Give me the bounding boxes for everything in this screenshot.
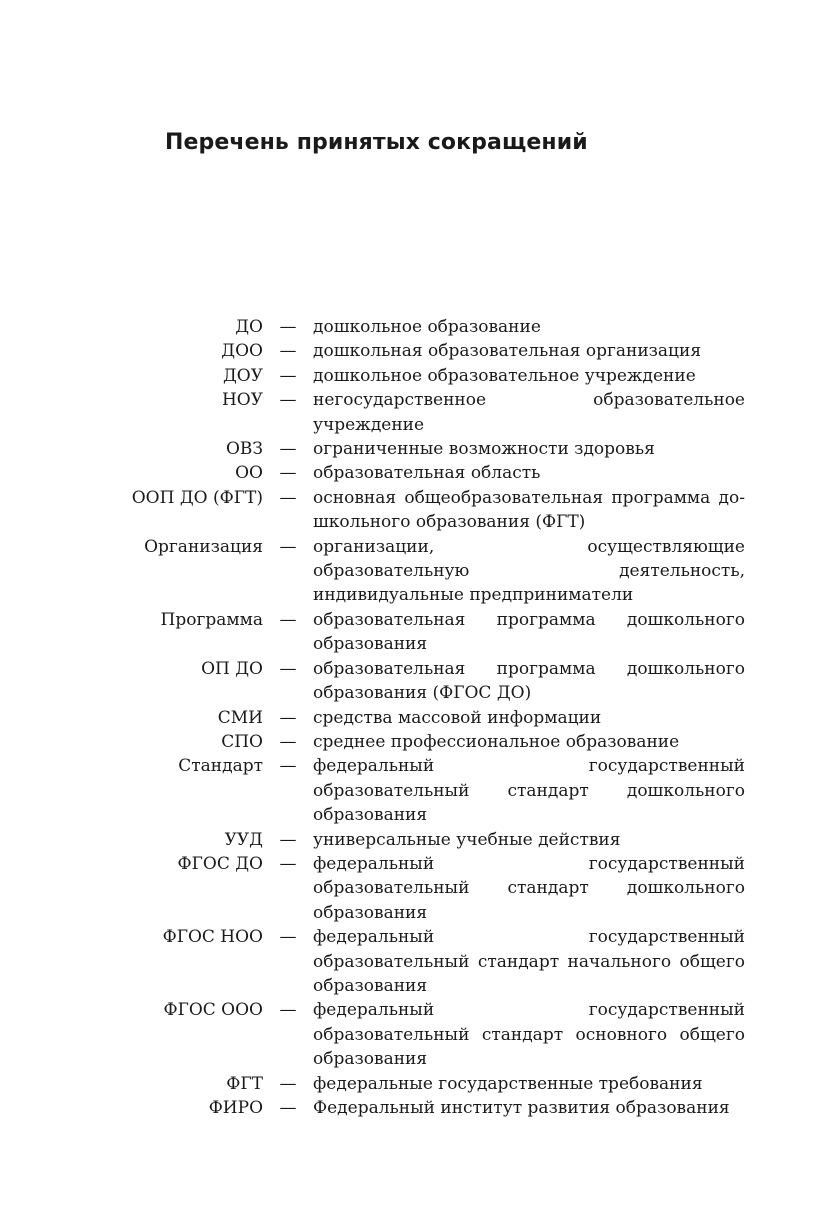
abbreviation-definition: универсальные учебные действия [313,829,621,850]
abbreviation-row [100,608,750,657]
abbreviation-definition: дошкольная образовательная организация [313,341,702,362]
abbreviation-term: ДО [235,317,263,337]
abbreviation-term: ДОУ [222,365,263,386]
abbreviation-definition: дошкольное образование [313,317,541,337]
abbreviation-dash: — [279,829,297,850]
abbreviation-dash: — [279,609,297,630]
abbreviation-definition: федеральный государственный образовательный стандарт дошкольного образования [313,756,745,826]
abbreviation-row [100,1096,750,1120]
abbreviation-term: ФИРО [208,1098,263,1118]
abbreviation-row [100,486,750,535]
abbreviation-row [100,828,750,852]
abbreviation-term: Стандарт [178,756,263,777]
abbreviation-dash: — [279,707,297,728]
abbreviation-dash: — [279,317,297,337]
abbreviation-definition: ограниченные возможности здоровья [313,439,655,460]
abbreviation-dash: — [279,853,297,874]
abbreviation-row [100,461,750,485]
abbreviation-dash: — [279,1098,297,1118]
abbreviation-term: ООП ДО (ФГТ) [131,487,263,508]
abbreviation-dash: — [279,536,297,557]
abbreviation-row [100,364,750,388]
abbreviation-definition: образовательная программа дошкольного образования (ФГОС ДО) [313,658,745,704]
abbreviation-dash: — [279,341,297,362]
abbreviation-row [100,1072,750,1096]
abbreviation-term: ФГОС ДО [177,853,263,874]
abbreviation-term: УУД [224,829,263,850]
abbreviation-definition: дошкольное образовательное учреждение [313,365,696,386]
abbreviation-dash: — [279,439,297,460]
abbreviation-term: НОУ [221,390,263,411]
page-title: Перечень принятых сокращений [165,130,588,155]
abbreviation-row [100,754,750,827]
abbreviation-dash: — [279,756,297,777]
abbreviation-term: СПО [221,731,263,752]
abbreviation-definition: образовательная программа дошкольного образования [313,609,745,655]
abbreviation-term: ОВЗ [225,439,263,460]
abbreviation-definition: федеральный государственный образовательный стандарт основного общего образования [313,1000,745,1070]
abbreviation-dash: — [279,390,297,411]
abbreviation-dash: — [279,731,297,752]
abbreviation-row [100,388,750,437]
abbreviation-term: ФГОС ООО [163,1000,263,1021]
abbreviation-term: ДОО [221,341,263,362]
abbreviation-dash: — [279,658,297,679]
abbreviation-definition: федеральный государственный образовательный стандарт дошкольного образования [313,853,745,923]
abbreviation-list [100,315,750,1120]
abbreviation-dash: — [279,365,297,386]
abbreviation-definition: Федеральный институт развития образования [313,1098,730,1118]
abbreviation-row [100,339,750,363]
abbreviation-dash: — [279,487,297,508]
abbreviation-term: Организация [144,536,263,557]
abbreviation-row [100,998,750,1071]
abbreviation-dash: — [279,1073,297,1094]
abbreviation-term: ОП ДО [201,658,263,679]
abbreviation-row [100,437,750,461]
abbreviation-row [100,657,750,706]
abbreviation-dash: — [279,927,297,948]
abbreviation-definition: федеральные государственные требования [313,1073,703,1094]
abbreviation-dash: — [279,463,297,484]
abbreviation-term: ФГТ [226,1073,263,1094]
abbreviation-row [100,535,750,608]
abbreviation-term: СМИ [217,707,263,728]
abbreviation-definition: негосударственное образовательное учреждение [313,390,745,435]
abbreviation-definition: основная общеобразовательная программа дошкольного образования (ФГТ) [313,487,745,533]
abbreviation-row [100,730,750,754]
abbreviation-dash: — [279,1000,297,1021]
abbreviation-definition: средства массовой информации [313,707,602,728]
abbreviation-term: Программа [160,609,263,630]
abbreviation-definition: федеральный государственный образовательный стандарт начального общего образования [313,927,745,996]
abbreviation-term: ОО [235,463,263,484]
abbreviation-term: ФГОС НОО [162,927,263,948]
abbreviation-definition: среднее профессиональное образование [313,731,680,752]
abbreviation-row [100,706,750,730]
abbreviation-row [100,852,750,925]
abbreviation-row [100,925,750,998]
abbreviation-definition: организации, осуществляющие образовательную деятельность, индивидуальные предприниматели [313,536,745,606]
abbreviation-definition: образовательная область [313,463,541,484]
abbreviation-row [100,315,750,339]
